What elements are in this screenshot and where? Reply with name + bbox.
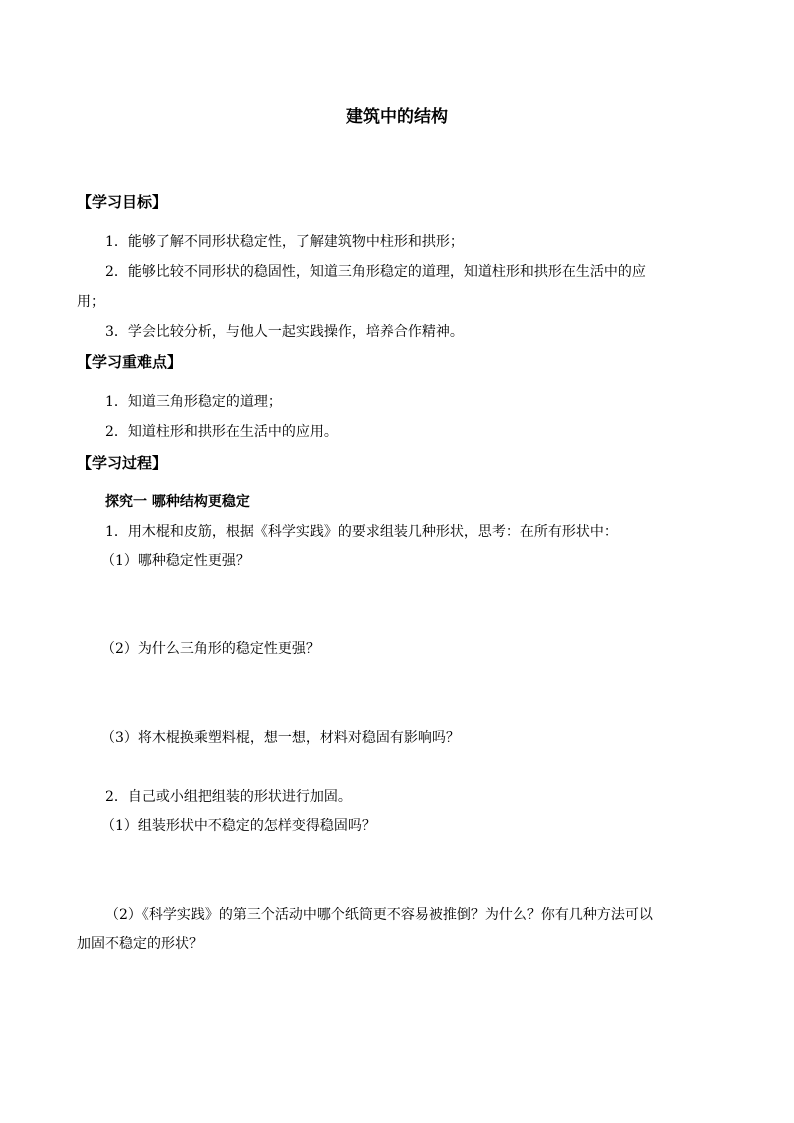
key-point-item-1: 1．知道三角形稳定的道理； xyxy=(105,394,282,410)
process-question-2: （2）为什么三角形的稳定性更强？ xyxy=(101,641,320,657)
process-question-4: （1）组装形状中不稳定的怎样变得稳固吗？ xyxy=(101,818,376,834)
page-title: 建筑中的结构 xyxy=(346,107,448,127)
key-point-item-2: 2．知道柱形和拱形在生活中的应用。 xyxy=(105,424,338,440)
goal-item-2-continued: 用； xyxy=(77,294,105,310)
process-line-1: 1．用木棍和皮筋，根据《科学实践》的要求组装几种形状，思考：在所有形状中： xyxy=(105,524,618,540)
goals-heading: 【学习目标】 xyxy=(77,193,168,211)
goal-item-1: 1．能够了解不同形状稳定性，了解建筑物中柱形和拱形； xyxy=(105,234,464,250)
goal-item-2: 2．能够比较不同形状的稳固性，知道三角形稳定的道理，知道柱形和拱形在生活中的应 xyxy=(105,264,646,280)
process-question-3: （3）将木棍换乘塑料棍，想一想，材料对稳固有影响吗？ xyxy=(101,730,460,746)
process-question-5: （2）《科学实践》的第三个活动中哪个纸筒更不容易被推倒？为什么？你有几种方法可以 xyxy=(105,907,653,923)
process-question-5-continued: 加固不稳定的形状？ xyxy=(77,936,203,952)
key-points-heading: 【学习重难点】 xyxy=(77,353,183,371)
process-question-1: （1）哪种稳定性更强？ xyxy=(101,553,250,569)
process-heading: 【学习过程】 xyxy=(77,454,168,472)
goal-item-3: 3．学会比较分析，与他人一起实践操作，培养合作精神。 xyxy=(105,324,464,340)
process-line-2: 2．自己或小组把组装的形状进行加固。 xyxy=(105,789,352,805)
explore-subheading: 探究一 哪种结构更稳定 xyxy=(105,494,250,510)
